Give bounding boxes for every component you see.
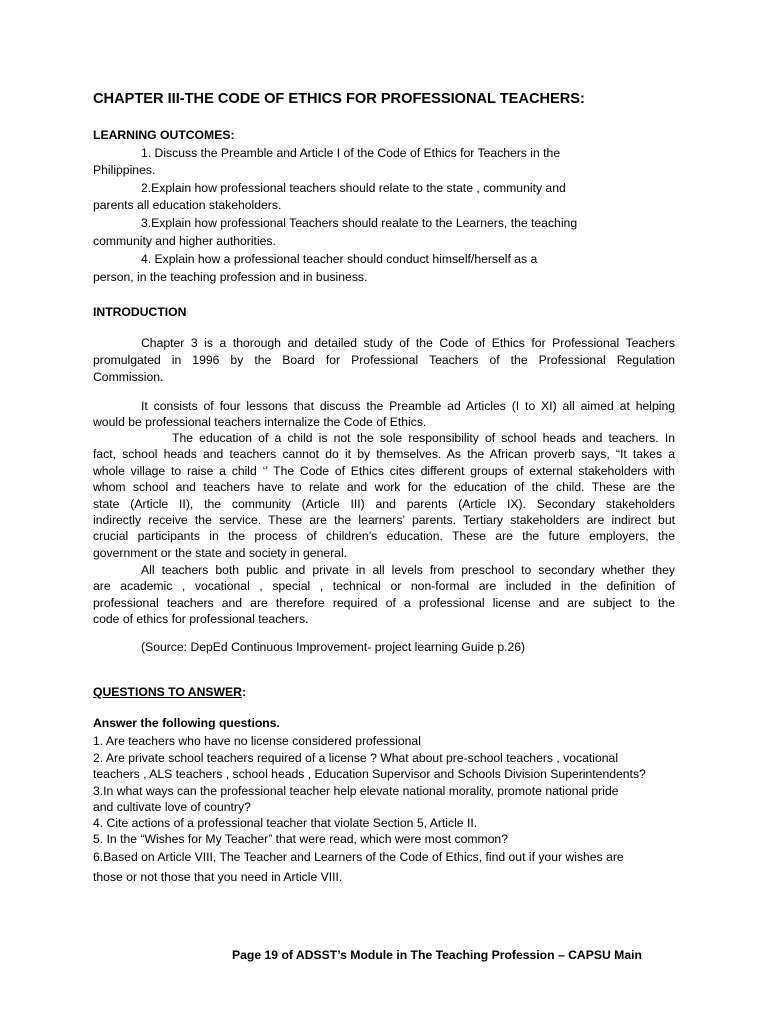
intro-p2-line: state (Article II), the community (Article III) and parents (Article IX). Secondary stakeholders	[93, 497, 675, 511]
intro-p2-line: would be professional teachers internalize the Code of Ethics.	[93, 415, 427, 429]
questions-heading-text: QUESTIONS TO ANSWER	[93, 685, 242, 699]
intro-p2-line: whom school and teachers have to relate and work for the education of the child. These are the	[93, 480, 675, 494]
intro-p1-line: Chapter 3 is a thorough and detailed study of the Code of Ethics for Professional Teachers	[141, 336, 675, 350]
intro-p2-line: fact, school heads and teachers cannot do it by themselves. As the African proverb says, “It takes a	[93, 447, 675, 461]
intro-p3-line: professional teachers and are therefore required of a professional license and are subject to the	[93, 596, 675, 610]
intro-p2-line: The education of a child is not the sole responsibility of school heads and teachers. In	[172, 431, 675, 445]
intro-p2-line: crucial participants in the process of children’s education. These are the future employers, the	[93, 529, 675, 543]
question-line: 2. Are private school teachers required of a license ? What about pre-school teachers , vocational	[93, 751, 619, 765]
question-line: those or not those that you need in Article VIII.	[93, 870, 343, 884]
intro-p3-line: All teachers both public and private in all levels from preschool to secondary whether they	[141, 563, 675, 577]
questions-heading	[93, 684, 246, 702]
intro-p2-line: government or the state and society in general.	[93, 546, 348, 560]
intro-p3-line: code of ethics for professional teachers.	[93, 612, 309, 626]
question-line: 3.In what ways can the professional teacher help elevate national morality, promote national pride	[93, 784, 619, 798]
outcome-2-first: 2.Explain how professional teachers should relate to the state , community and	[141, 181, 566, 195]
learning-outcomes-heading: LEARNING OUTCOMES:	[93, 128, 235, 142]
outcome-4-first: 4. Explain how a professional teacher should conduct himself/herself as a	[141, 252, 538, 266]
intro-p2-line: whole village to raise a child ‘’ The Code of Ethics cites different groups of external stakeholders with	[93, 464, 675, 478]
outcome-4-rest: person, in the teaching profession and in business.	[93, 270, 368, 284]
question-line: 6.Based on Article VIII, The Teacher and Learners of the Code of Ethics, find out if your wishes are	[93, 850, 624, 864]
intro-p3-line: are academic , vocational , special , technical or non-formal are included in the definition of	[93, 579, 675, 593]
question-line: 1. Are teachers who have no license considered professional	[93, 734, 421, 748]
questions-heading-colon: :	[241, 685, 247, 699]
outcome-1-first: 1. Discuss the Preamble and Article I of the Code of Ethics for Teachers in the	[141, 146, 561, 160]
outcome-1-rest: Philippines.	[93, 163, 156, 177]
outcome-2-rest: parents all education stakeholders.	[93, 198, 282, 212]
question-line: 4. Cite actions of a professional teacher that violate Section 5, Article II.	[93, 816, 478, 830]
question-line: teachers , ALS teachers , school heads , Education Supervisor and Schools Division Superintendents?	[93, 767, 646, 781]
intro-p2-line: It consists of four lessons that discuss the Preamble ad Articles (I to XI) all aimed at helping	[141, 399, 675, 413]
intro-p1-line: promulgated in 1996 by the Board for Professional Teachers of the Professional Regulation	[93, 353, 675, 367]
chapter-title: CHAPTER III-THE CODE OF ETHICS FOR PROFESSIONAL TEACHERS:	[93, 91, 585, 107]
page-footer: Page 19 of ADSST’s Module in The Teaching Profession – CAPSU Main	[232, 948, 642, 962]
source-citation: (Source: DepEd Continuous Improvement- project learning Guide p.26)	[141, 640, 526, 654]
outcome-3-first: 3.Explain how professional Teachers should realate to the Learners, the teaching	[141, 216, 578, 230]
introduction-heading: INTRODUCTION	[93, 305, 187, 319]
intro-p2-line: indirectly receive the service. These are the learners’ parents. Tertiary stakeholders are indirect but	[93, 513, 675, 527]
intro-p1-line: Commission.	[93, 370, 164, 384]
question-line: 5. In the “Wishes for My Teacher” that were read, which were most common?	[93, 832, 508, 846]
questions-instruction: Answer the following questions.	[93, 716, 280, 730]
outcome-3-rest: community and higher authorities.	[93, 234, 276, 248]
question-line: and cultivate love of country?	[93, 800, 251, 814]
